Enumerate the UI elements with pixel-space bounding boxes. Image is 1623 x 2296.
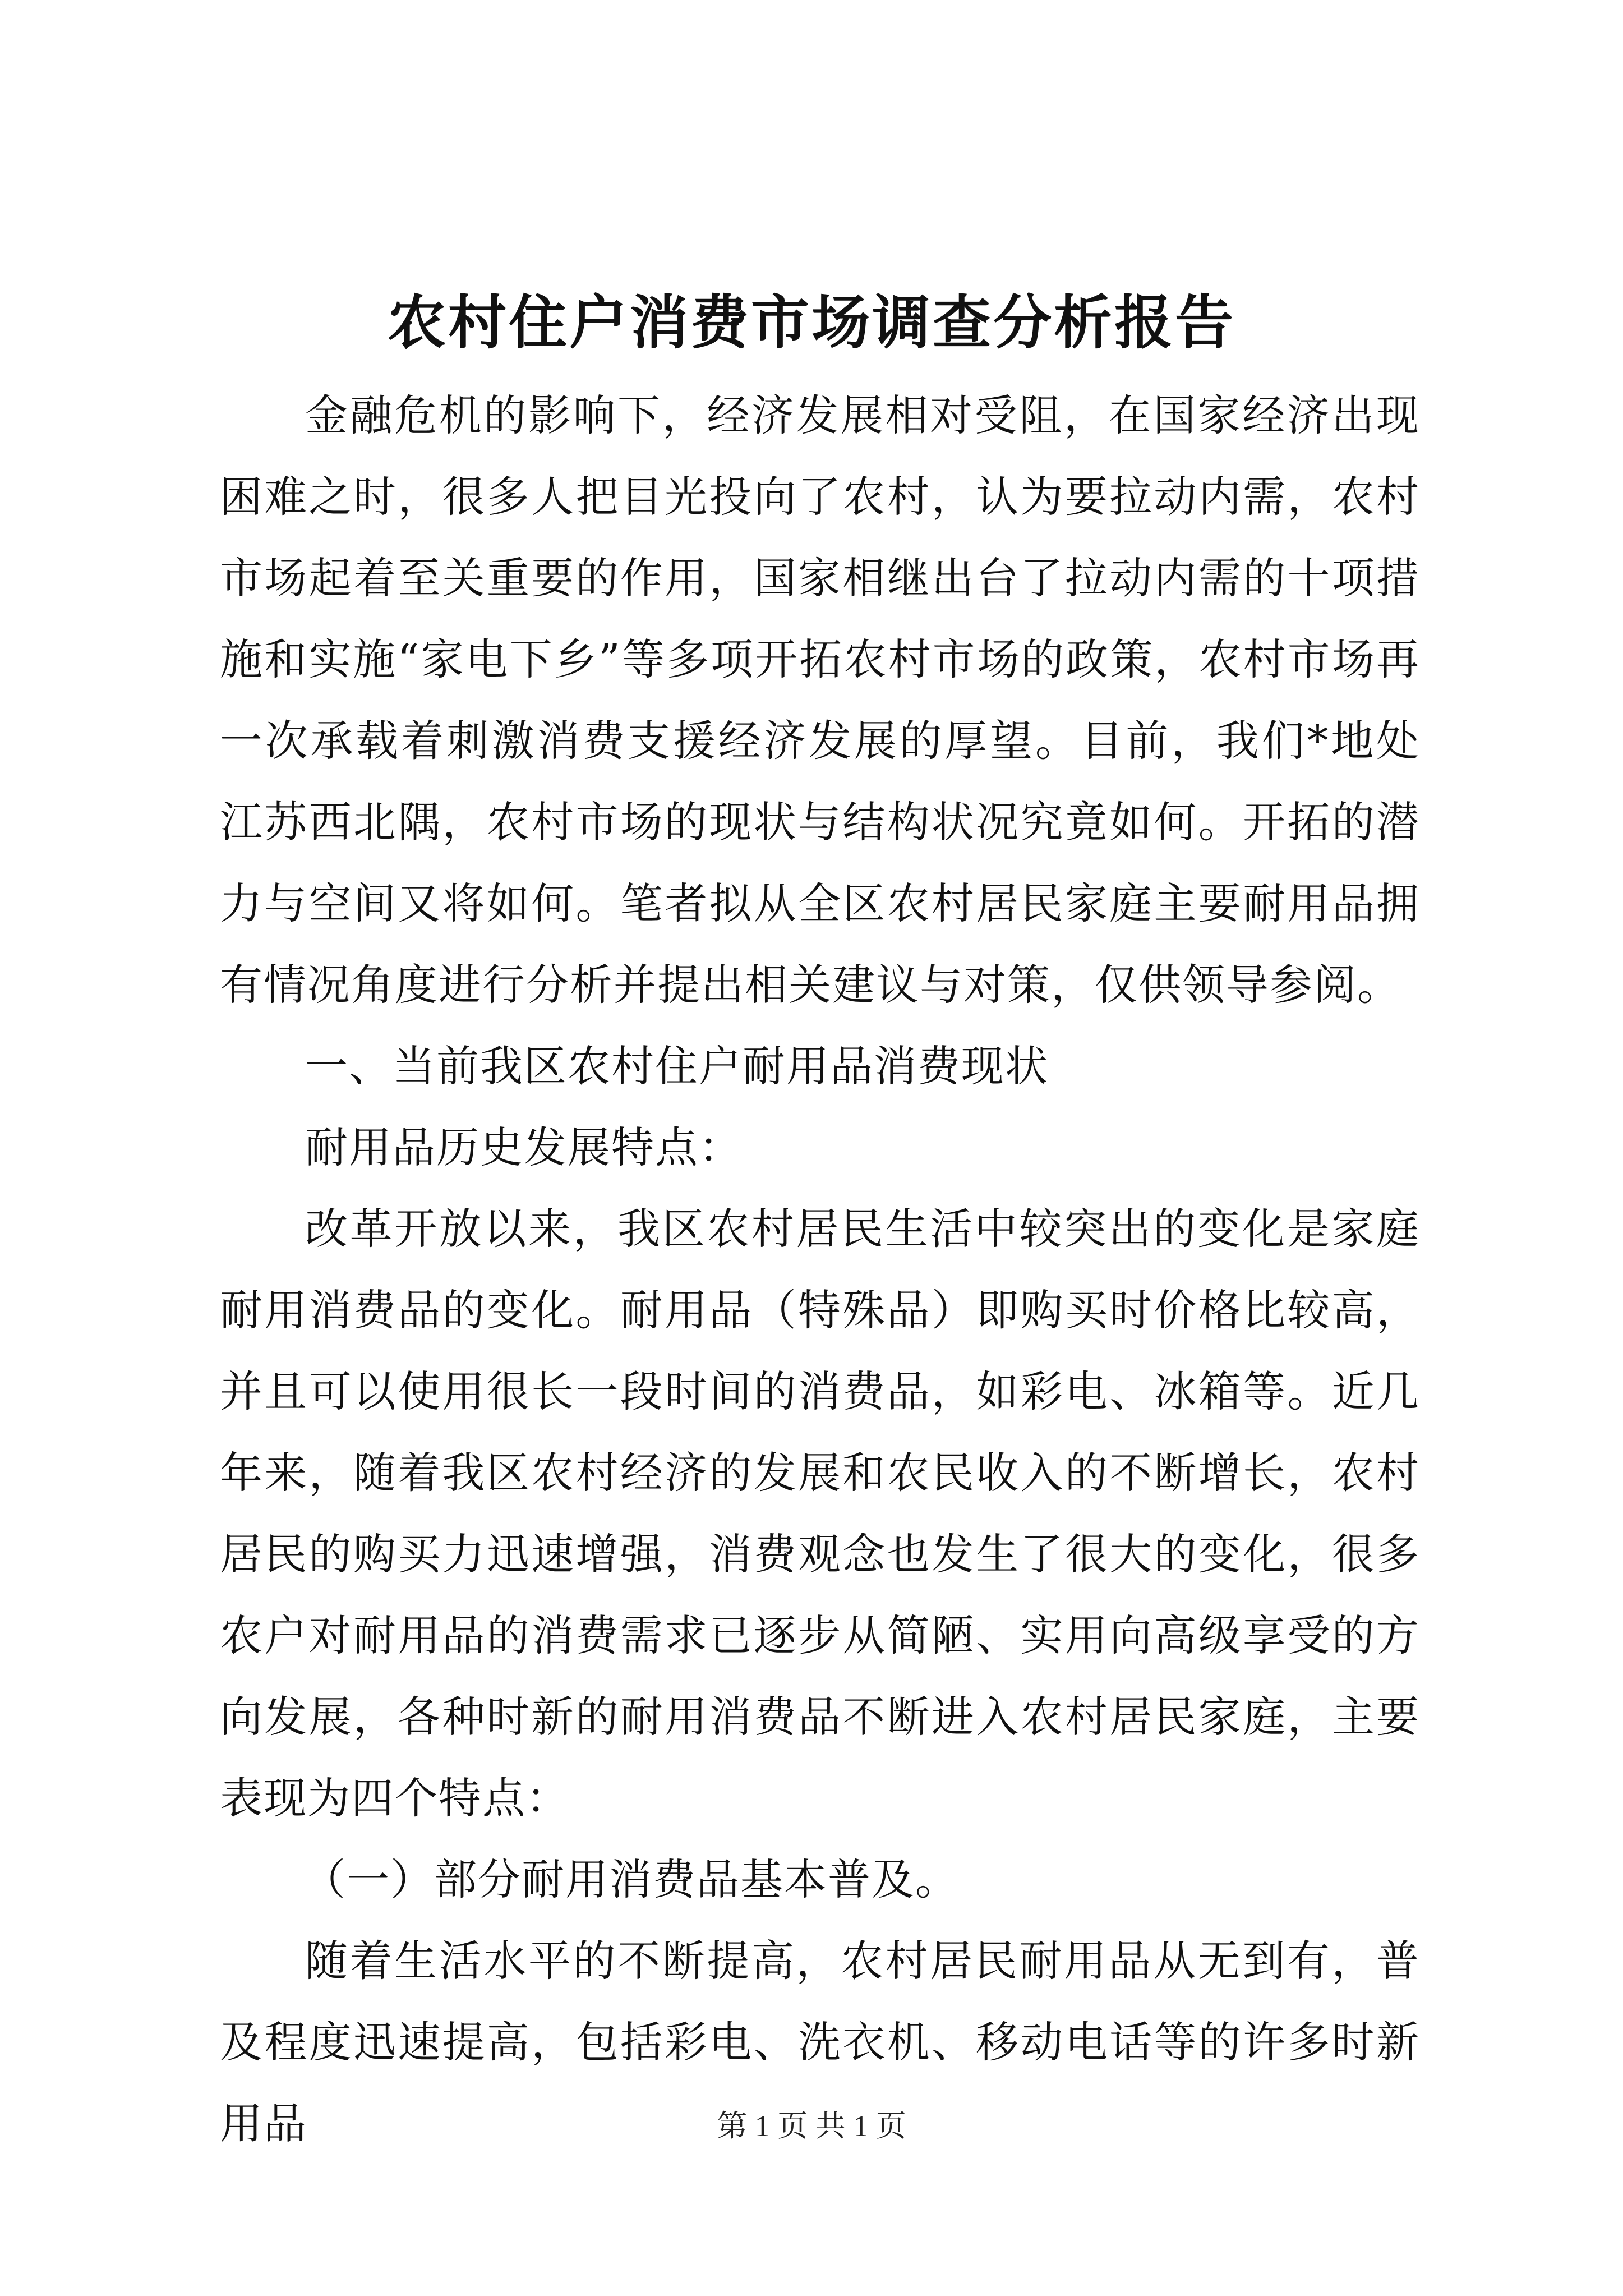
subsection-heading: 耐用品历史发展特点： bbox=[305, 1122, 743, 1172]
numbered-heading: （一）部分耐用消费品基本普及。 bbox=[303, 1855, 959, 1904]
page-footer: 第 1 页 共 1 页 bbox=[717, 2109, 906, 2143]
paragraph-living-standard: 随着生活水平的不断提高，农村居民耐用品从无到有，普及程度迅速提高，包括彩电、洗衣机、移动电话等的许多时新用品 bbox=[220, 1936, 1420, 2148]
paragraph-intro: 金融危机的影响下，经济发展相对受阻，在国家经济出现困难之时，很多人把目光投向了农村，认为要拉动内需，农村市场起着至关重要的作用，国家相继出台了拉动内需的十项措施和实施“家电下乡”等多项开拓农村市场的政策，农村市场再一次承载着刺激消费支援经济发展的厚望。目前，我们*地处江苏西北隅，农村市场的现状与结构状况究竟如何。开拓的潜力与空间又将如何。笔者拟从全区农村居民家庭主要耐用品拥有情况角度进行分析并提出相关建议与对策，仅供领导参阅。 bbox=[220, 390, 1420, 1010]
document-body bbox=[220, 375, 1420, 2164]
document-title: 农村住户消费市场调查分析报告 bbox=[387, 288, 1235, 357]
section-heading: 一、当前我区农村住户耐用品消费现状 bbox=[305, 1041, 1049, 1091]
paragraph-reform: 改革开放以来，我区农村居民生活中较突出的变化是家庭耐用消费品的变化。耐用品（特殊品）即购买时价格比较高，并且可以使用很长一段时间的消费品，如彩电、冰箱等。近几年来，随着我区农村经济的发展和农民收入的不断增长，农村居民的购买力迅速增强，消费观念也发生了很大的变化，很多农户对耐用品的消费需求已逐步从简陋、实用向高级享受的方向发展，各种时新的耐用消费品不断进入农村居民家庭，主要表现为四个特点： bbox=[220, 1204, 1420, 1823]
